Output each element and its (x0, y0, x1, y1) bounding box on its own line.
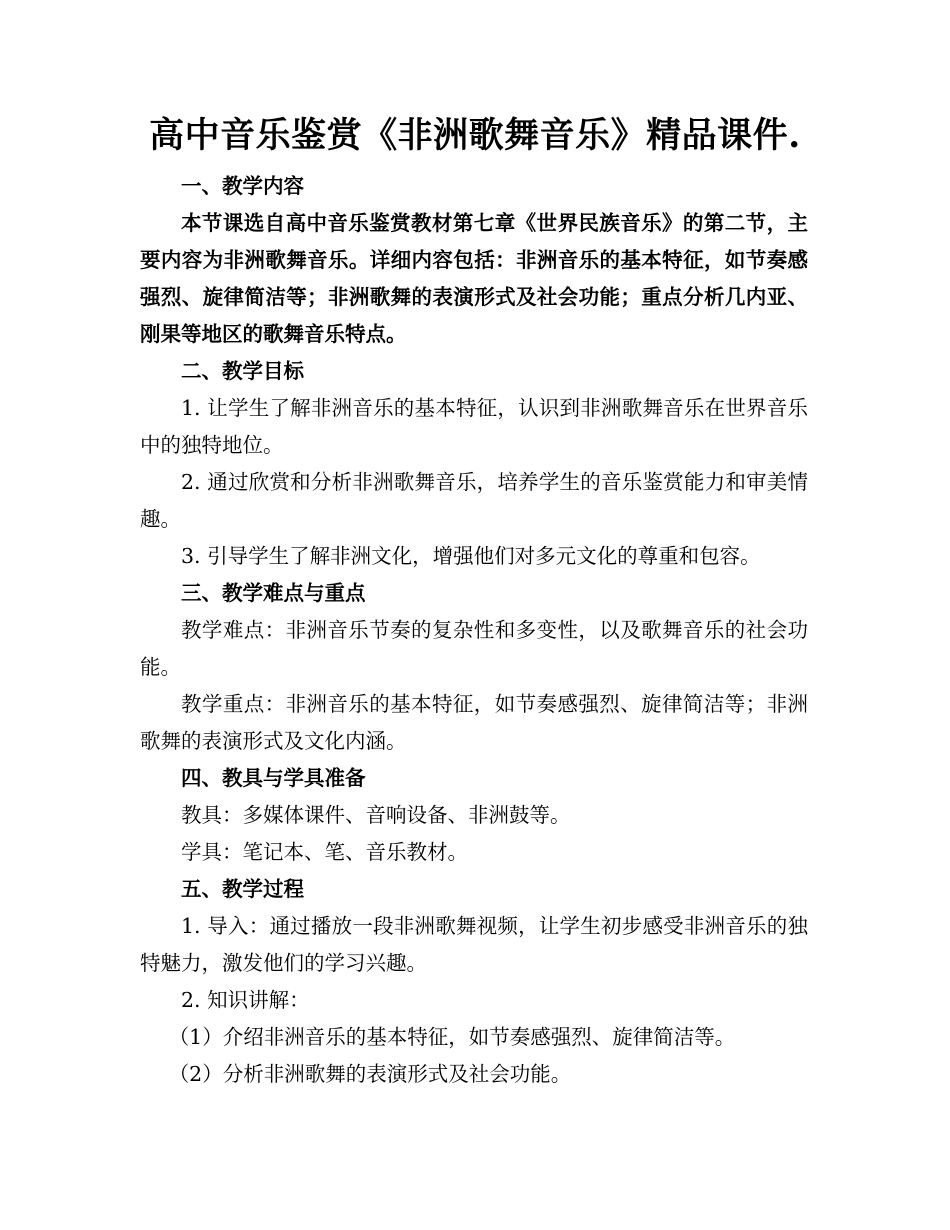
paragraph-teaching-tools: 教具：多媒体课件、音响设备、非洲鼓等。 (181, 803, 571, 827)
paragraph-process-knowledge: 2. 知识讲解： (181, 988, 310, 1012)
paragraph-difficulty: 教学难点：非洲音乐节奏的复杂性和多变性，以及歌舞音乐的社会功能。 (140, 618, 808, 679)
section-heading-difficulties-and-focus: 三、教学难点与重点 (181, 581, 366, 605)
paragraph-goal-1: 1. 让学生了解非洲音乐的基本特征，认识到非洲歌舞音乐在世界音乐中的独特地位。 (140, 396, 808, 457)
document-title: 高中音乐鉴赏《非洲歌舞音乐》精品课件. (149, 115, 801, 156)
paragraph-learning-tools: 学具：笔记本、笔、音乐教材。 (181, 840, 468, 864)
section-heading-tools: 四、教具与学具准备 (181, 766, 366, 790)
paragraph-goal-3: 3. 引导学生了解非洲文化，增强他们对多元文化的尊重和包容。 (181, 544, 761, 568)
paragraph-process-intro: 1. 导入：通过播放一段非洲歌舞视频，让学生初步感受非洲音乐的独特魅力，激发他们的学习兴趣。 (140, 914, 808, 975)
paragraph-focus: 教学重点：非洲音乐的基本特征，如节奏感强烈、旋律简洁等；非洲歌舞的表演形式及文化内涵。 (140, 692, 808, 753)
paragraph-goal-2: 2. 通过欣赏和分析非洲歌舞音乐，培养学生的音乐鉴赏能力和审美情趣。 (140, 470, 808, 531)
paragraph-process-sub-1: （1）介绍非洲音乐的基本特征，如节奏感强烈、旋律简洁等。 (168, 1025, 736, 1049)
paragraph-process-sub-2: （2）分析非洲歌舞的表演形式及社会功能。 (168, 1062, 572, 1086)
paragraph-teaching-content: 本节课选自高中音乐鉴赏教材第七章《世界民族音乐》的第二节，主要内容为非洲歌舞音乐。详细内容包括：非洲音乐的基本特征，如节奏感强烈、旋律简洁等；非洲歌舞的表演形式及社会功能；重点分析几内亚、刚果等地区的歌舞音乐特点。 (140, 211, 808, 346)
section-heading-teaching-goals: 二、教学目标 (181, 359, 304, 383)
document-body (140, 168, 808, 1093)
section-heading-teaching-content: 一、教学内容 (181, 174, 304, 198)
section-heading-teaching-process: 五、教学过程 (181, 877, 304, 901)
